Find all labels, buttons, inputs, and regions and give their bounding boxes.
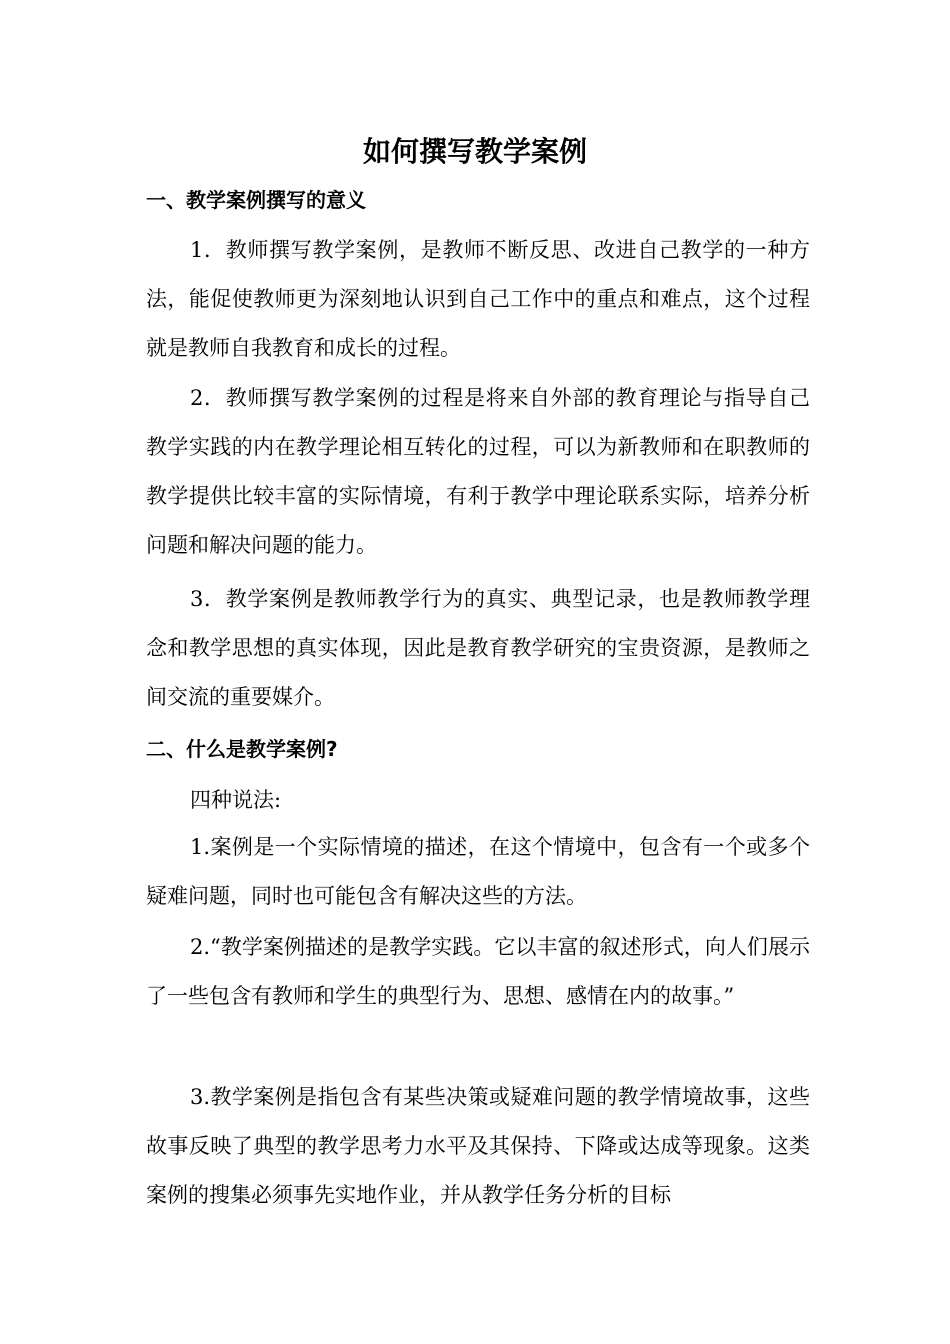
document-title: 如何撰写教学案例 (362, 135, 587, 168)
section-heading-what-is: 二、什么是教学案例? (146, 737, 338, 761)
definition-1: 1.案例是一个实际情境的描述，在这个情境中，包含有一个或多个疑难问题，同时也可能包含有解决这些的方法。 (146, 835, 810, 908)
definition-2: 2.“教学案例描述的是教学实践。它以丰富的叙述形式，向人们展示了一些包含有教师和学生的典型行为、思想、感情在内的故事。” (146, 935, 810, 1008)
paragraph-3: 3．教学案例是教师教学行为的真实、典型记录，也是教师教学理念和教学思想的真实体现，因此是教育教学研究的宝贵资源，是教师之间交流的重要媒介。 (146, 587, 810, 709)
section-heading-meaning: 一、教学案例撰写的意义 (146, 188, 366, 212)
paragraph-2: 2．教师撰写教学案例的过程是将来自外部的教育理论与指导自己教学实践的内在教学理论相互转化的过程，可以为新教师和在职教师的教学提供比较丰富的实际情境，有利于教学中理论联系实际，培养分析问题和解决问题的能力。 (146, 386, 810, 557)
paragraph-1: 1．教师撰写教学案例，是教师不断反思、改进自己教学的一种方法，能促使教师更为深刻地认识到自己工作中的重点和难点，这个过程就是教师自我教育和成长的过程。 (146, 238, 810, 360)
four-views-intro: 四种说法: (190, 788, 282, 812)
definition-3: 3.教学案例是指包含有某些决策或疑难问题的教学情境故事，这些故事反映了典型的教学思考力水平及其保持、下降或达成等现象。这类案例的搜集必须事先实地作业，并从教学任务分析的目标 (146, 1085, 810, 1207)
